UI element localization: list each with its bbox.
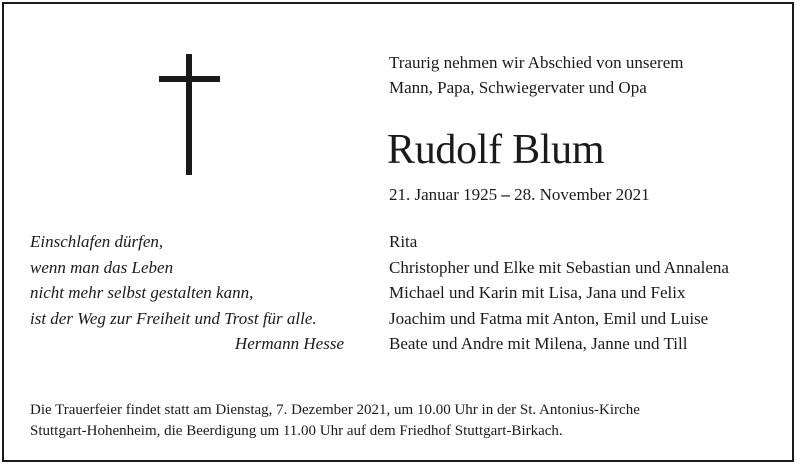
cross-horizontal-bar <box>159 76 220 82</box>
poem <box>30 229 348 357</box>
poem-line: Einschlafen dürfen, <box>30 232 164 251</box>
birth-date: 21. Januar 1925 <box>389 185 498 204</box>
family-member: Michael und Karin mit Lisa, Jana und Felix <box>389 283 686 302</box>
intro-text <box>389 50 683 100</box>
death-date: 28. November 2021 <box>514 185 650 204</box>
family-list <box>389 229 729 357</box>
family-member: Rita <box>389 232 418 251</box>
funeral-details-line-1: Die Trauerfeier findet statt am Dienstag, 7. Dezember 2021, um 10.00 Uhr in der St. Antonius-Kirche <box>30 402 640 418</box>
poem-line: ist der Weg zur Freiheit und Trost für alle. <box>30 308 317 328</box>
poem-author: Hermann Hesse <box>234 334 344 353</box>
family-member: Beate und Andre mit Milena, Janne und Till <box>389 334 688 353</box>
cross-vertical-bar <box>186 54 192 175</box>
funeral-details-line-2: Stuttgart-Hohenheim, die Beerdigung um 11.00 Uhr auf dem Friedhof Stuttgart-Birkach. <box>30 423 563 439</box>
funeral-details <box>30 400 640 442</box>
intro-line-2: Mann, Papa, Schwiegervater und Opa <box>389 78 647 97</box>
poem-line: nicht mehr selbst gestalten kann, <box>30 283 254 302</box>
deceased-name: Rudolf Blum <box>387 127 605 173</box>
family-member: Christopher und Elke mit Sebastian und Annalena <box>389 257 729 277</box>
life-dates <box>389 182 650 207</box>
intro-line-1: Traurig nehmen wir Abschied von unserem <box>389 53 684 72</box>
family-member: Joachim und Fatma mit Anton, Emil und Luise <box>389 308 709 328</box>
poem-line: wenn man das Leben <box>30 257 174 277</box>
date-dash: – <box>501 185 510 204</box>
